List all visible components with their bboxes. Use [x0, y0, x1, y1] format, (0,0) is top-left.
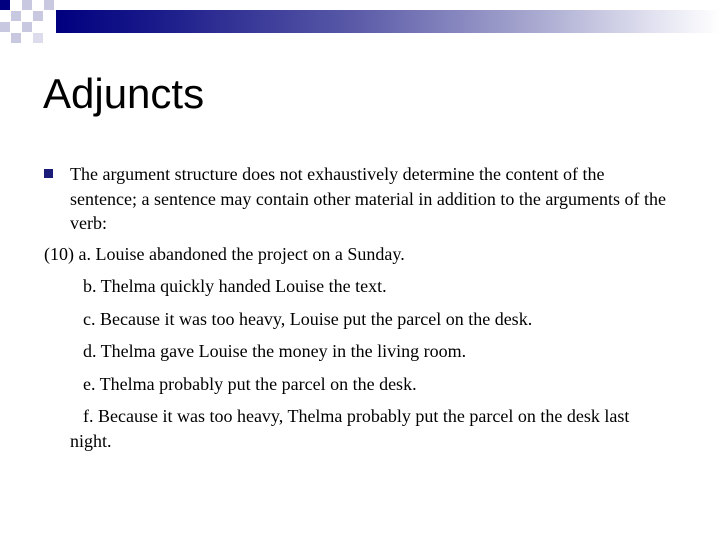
- decor-square: [11, 33, 21, 43]
- decor-square: [22, 22, 32, 32]
- decor-square: [11, 11, 21, 21]
- decor-square: [0, 0, 10, 10]
- example-line: c. Because it was too heavy, Louise put the parcel on the desk.: [83, 308, 533, 329]
- example-line: f. Because it was too heavy, Thelma probably put the parcel on the desk last night.: [70, 406, 630, 451]
- example-line: d. Thelma gave Louise the money in the living room.: [83, 341, 467, 361]
- square-bullet-icon: [44, 169, 53, 178]
- slide-title: Adjuncts: [43, 70, 205, 117]
- example-line: (10) a. Louise abandoned the project on a Sunday.: [44, 243, 405, 264]
- bullet-text: The argument structure does not exhaustively determine the content of the sentence; a sentence may contain other material in addition to the arguments of the verb:: [70, 164, 666, 233]
- example-line: b. Thelma quickly handed Louise the text.: [83, 276, 387, 296]
- slide-body: [44, 162, 674, 453]
- decor-square: [44, 0, 54, 10]
- bullet-item: [44, 162, 674, 236]
- decor-square: [33, 11, 43, 21]
- header-gradient-bar: [56, 10, 720, 33]
- decor-square: [22, 0, 32, 10]
- decor-square: [0, 22, 10, 32]
- example-line: e. Thelma probably put the parcel on the desk.: [83, 373, 417, 394]
- decor-square: [33, 33, 43, 43]
